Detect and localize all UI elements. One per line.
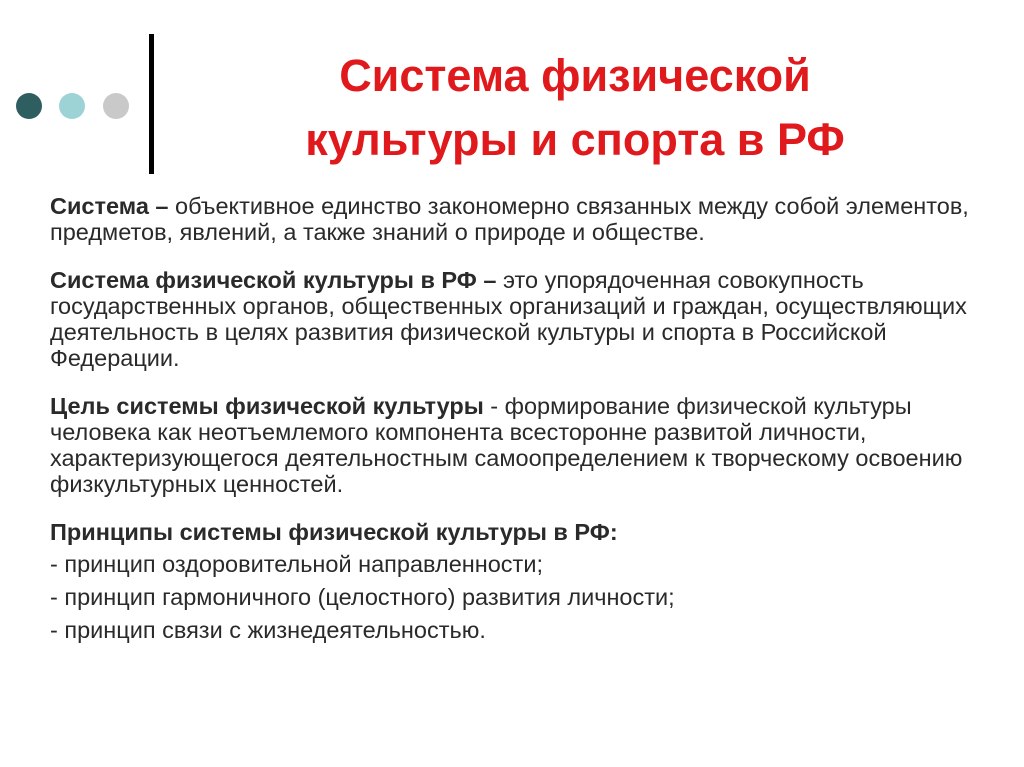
principle-item: - принцип связи с жизнедеятельностью. [50, 617, 486, 643]
definition-term: Система физической культуры в РФ – [50, 267, 497, 293]
slide-title-line-1: Система физической [339, 50, 811, 101]
definition-system [50, 193, 995, 245]
slide-title [165, 44, 985, 172]
principles-heading: Принципы системы физической культуры в РФ: [50, 519, 618, 545]
decorative-dot-dark [16, 93, 42, 119]
title-divider-line [149, 34, 154, 174]
slide-content [50, 193, 995, 650]
definition-term: Цель системы физической культуры [50, 393, 484, 419]
definition-physical-culture-system [50, 267, 995, 371]
definition-text: объективное единство закономерно связанных между собой элементов, предметов, явлений, а также знаний о природе и обществе. [50, 193, 969, 245]
definition-text: - формирование физической культуры человека как неотъемлемого компонента всесторонне развитой личности, характеризующегося деятельностным самоопределением к творческому освоению физкультурных ценностей. [50, 393, 963, 497]
definition-system-goal [50, 393, 995, 497]
decorative-dot-light [59, 93, 85, 119]
definition-term: Система – [50, 193, 169, 219]
principle-item: - принцип гармоничного (целостного) развития личности; [50, 584, 675, 610]
definition-text: это упорядоченная совокупность государственных органов, общественных организаций и граждан, осуществляющих деятельность в целях развития физической культуры и спорта в Российской Федерации. [50, 267, 967, 371]
slide-title-line-2: культуры и спорта в РФ [305, 114, 845, 165]
decorative-dot-gray [103, 93, 129, 119]
principle-item: - принцип оздоровительной направленности; [50, 551, 543, 577]
